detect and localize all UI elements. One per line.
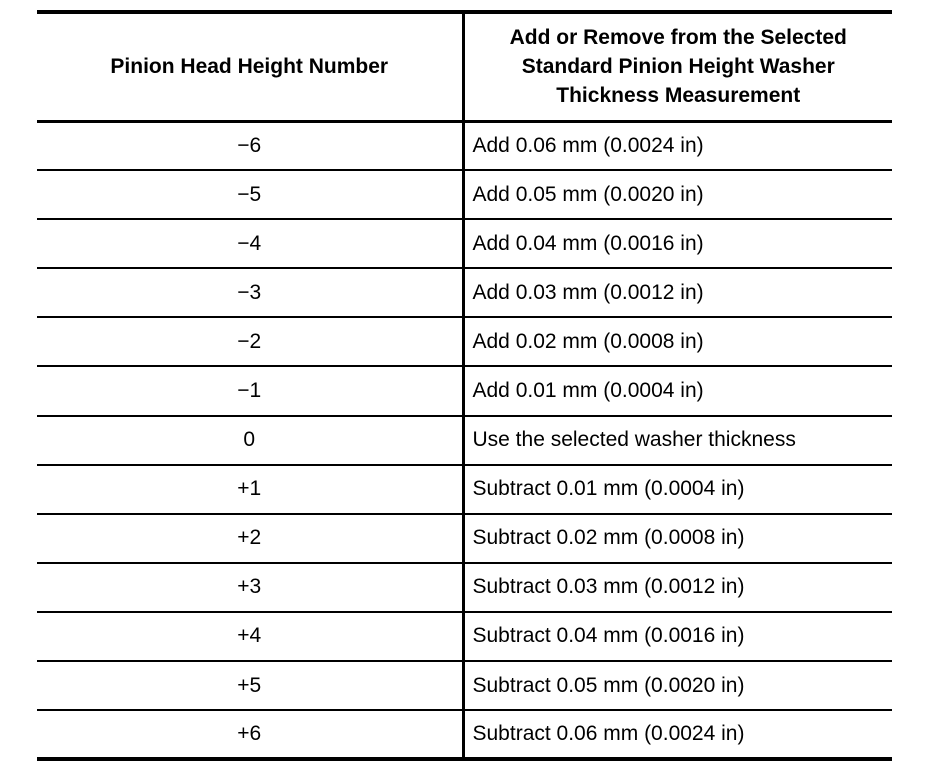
table-row xyxy=(37,219,892,268)
pinion-number-cell: 0 xyxy=(37,416,463,465)
adjustment-cell: Add 0.02 mm (0.0008 in) xyxy=(472,329,704,353)
pinion-number-cell: +2 xyxy=(37,514,463,563)
adjustment-cell: Add 0.06 mm (0.0024 in) xyxy=(472,133,704,157)
adjustment-cell: Use the selected washer thickness xyxy=(472,428,796,452)
adjustment-cell: Add 0.01 mm (0.0004 in) xyxy=(472,379,704,403)
adjustment-cell: Subtract 0.04 mm (0.0016 in) xyxy=(472,624,745,648)
pinion-height-table xyxy=(37,10,892,761)
pinion-number-cell: −6 xyxy=(37,121,463,170)
header-row xyxy=(37,12,892,121)
adjustment-cell: Subtract 0.01 mm (0.0004 in) xyxy=(472,477,745,501)
pinion-number-cell: +5 xyxy=(37,661,463,710)
table-row xyxy=(37,416,892,465)
adjustment-cell: Subtract 0.03 mm (0.0012 in) xyxy=(472,575,745,599)
pinion-number-cell: +6 xyxy=(37,710,463,759)
table-row xyxy=(37,268,892,317)
adjustment-cell: Add 0.05 mm (0.0020 in) xyxy=(472,182,704,206)
header-pinion-head-height-number: Pinion Head Height Number xyxy=(37,12,463,121)
pinion-number-cell: −1 xyxy=(37,366,463,415)
table-row xyxy=(37,121,892,170)
pinion-number-cell: +3 xyxy=(37,563,463,612)
table-row xyxy=(37,612,892,661)
header-add-or-remove: Add or Remove from the Selected Standard Pinion Height Washer Thickness Measurement xyxy=(509,26,847,108)
adjustment-cell: Subtract 0.06 mm (0.0024 in) xyxy=(472,722,745,746)
table-row xyxy=(37,514,892,563)
pinion-number-cell: +1 xyxy=(37,465,463,514)
adjustment-cell: Subtract 0.05 mm (0.0020 in) xyxy=(472,673,745,697)
table-row xyxy=(37,366,892,415)
table-row xyxy=(37,661,892,710)
table-row xyxy=(37,317,892,366)
table-row xyxy=(37,710,892,759)
table-row xyxy=(37,563,892,612)
pinion-number-cell: −2 xyxy=(37,317,463,366)
pinion-number-cell: −4 xyxy=(37,219,463,268)
pinion-number-cell: −5 xyxy=(37,170,463,219)
adjustment-cell: Add 0.03 mm (0.0012 in) xyxy=(472,280,704,304)
adjustment-cell: Add 0.04 mm (0.0016 in) xyxy=(472,231,704,255)
table-row xyxy=(37,170,892,219)
adjustment-cell: Subtract 0.02 mm (0.0008 in) xyxy=(472,526,745,550)
table-row xyxy=(37,465,892,514)
pinion-number-cell: −3 xyxy=(37,268,463,317)
pinion-number-cell: +4 xyxy=(37,612,463,661)
